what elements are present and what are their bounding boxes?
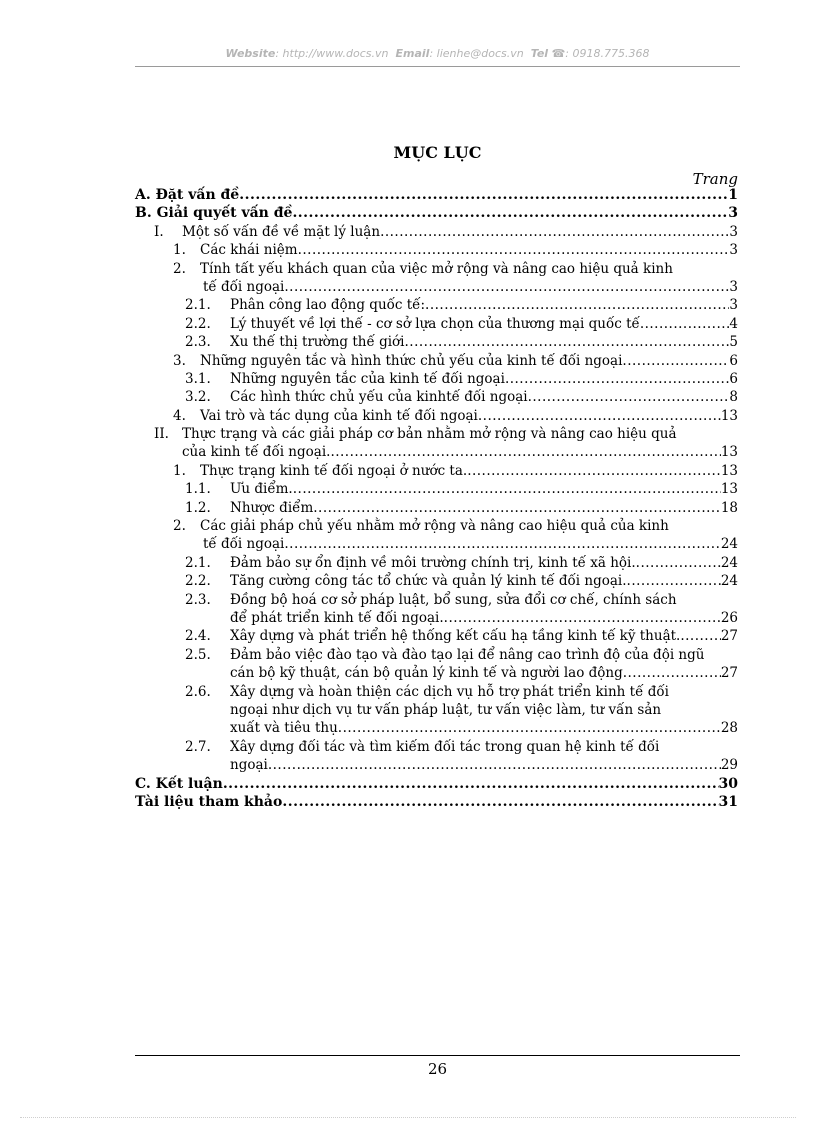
toc-entry[interactable]: Tài liệu tham khảo ..... 31 <box>135 793 738 811</box>
page-number: 26 <box>427 1060 448 1078</box>
toc-entry-continuation[interactable]: ngoại ..... 29 <box>135 756 738 774</box>
toc-entry-continuation[interactable]: của kinh tế đối ngoại. ..... 13 <box>135 443 738 461</box>
toc-entry[interactable]: 3.1. Những nguyên tắc của kinh tế đối ngoại ..... 6 <box>135 370 738 388</box>
toc-entry[interactable]: 2.2. Tăng cường công tác tổ chức và quản lý kinh tế đối ngoại. ..... 24 <box>135 572 738 590</box>
page-title: MỤC LỤC <box>393 143 482 162</box>
toc-entry[interactable]: 2.5. Đảm bảo việc đào tạo và đào tạo lại để nâng cao trình độ của đội ngũ <box>185 646 705 663</box>
website-value: : http://www.docs.vn <box>275 47 389 60</box>
toc-entry-continuation[interactable]: tế đối ngoại ..... 24 <box>135 535 738 553</box>
toc-entry[interactable]: 2.3. Xu thế thị trường thế giới ..... 5 <box>135 333 738 351</box>
toc-entry[interactable]: 3.2. Các hình thức chủ yếu của kinhtế đối ngoại ..... 8 <box>135 388 738 406</box>
toc-entry[interactable]: 2.2. Lý thuyết về lợi thế - cơ sở lựa chọn của thương mại quốc tế ..... 4 <box>135 315 738 333</box>
website-label: Website <box>225 47 276 60</box>
toc-entry-continuation[interactable]: tế đối ngoại ..... 3 <box>135 278 738 296</box>
toc-entry[interactable]: 2.7. Xây dựng đối tác và tìm kiếm đối tác trong quan hệ kinh tế đối <box>185 738 660 755</box>
email-label: Email <box>395 47 430 60</box>
header-divider <box>135 66 740 67</box>
toc-entry[interactable]: 2.1. Đảm bảo sự ổn định về môi trường chính trị, kinh tế xã hội. ..... 24 <box>135 554 738 572</box>
toc-entry[interactable]: C. Kết luận ..... 30 <box>135 775 738 793</box>
footer-divider <box>135 1055 740 1056</box>
email-value: : lienhe@docs.vn <box>429 47 524 60</box>
toc-entry[interactable]: B. Giải quyết vấn đề ..... 3 <box>135 204 738 222</box>
toc-entry[interactable]: II. Thực trạng và các giải pháp cơ bản nhằm mở rộng và nâng cao hiệu quả <box>154 426 677 443</box>
toc-entry-continuation[interactable]: ngoại như dịch vụ tư vấn pháp luật, tư vấn việc làm, tư vấn sản <box>230 701 662 718</box>
toc-entry[interactable]: 4. Vai trò và tác dụng của kinh tế đối ngoại ..... 13 <box>135 407 738 425</box>
toc-entry[interactable]: 2. Tính tất yếu khách quan của việc mở rộng và nâng cao hiệu quả kinh <box>173 260 673 277</box>
toc-entry[interactable]: 2.6. Xây dựng và hoàn thiện các dịch vụ hỗ trợ phát triển kinh tế đối <box>185 683 669 700</box>
page-bottom-border <box>20 1117 796 1118</box>
toc-entry[interactable]: A. Đặt vấn đề ..... 1 <box>135 186 738 204</box>
toc-entry[interactable]: 1. Thực trạng kinh tế đối ngoại ở nước ta. ..... 13 <box>135 462 738 480</box>
phone-icon: ☎ <box>551 47 566 60</box>
tel-value: : 0918.775.368 <box>565 47 650 60</box>
page-column-label: Trang <box>692 170 738 188</box>
page-header <box>135 47 740 60</box>
toc-entry-continuation[interactable]: cán bộ kỹ thuật, cán bộ quản lý kinh tế và người lao động ..... 27 <box>135 664 738 682</box>
toc-entry[interactable]: 2.3. Đồng bộ hoá cơ sở pháp luật, bổ sung, sửa đổi cơ chế, chính sách <box>185 591 677 608</box>
toc-entry[interactable]: 1. Các khái niệm ..... 3 <box>135 241 738 259</box>
toc-entry[interactable]: 2. Các giải pháp chủ yếu nhằm mở rộng và nâng cao hiệu quả của kinh <box>173 518 669 535</box>
tel-label: Tel <box>530 47 549 60</box>
toc-entry[interactable]: 3. Những nguyên tắc và hình thức chủ yếu của kinh tế đối ngoại ..... 6 <box>135 352 738 370</box>
toc-entry[interactable]: 1.2. Nhược điểm ..... 18 <box>135 499 738 517</box>
toc-entry-continuation[interactable]: xuất và tiêu thụ ..... 28 <box>135 719 738 737</box>
toc-entry-continuation[interactable]: để phát triển kinh tế đối ngoại. ..... 26 <box>135 609 738 627</box>
toc-entry[interactable]: 2.4. Xây dựng và phát triển hệ thống kết cấu hạ tầng kinh tế kỹ thuật. ..... 27 <box>135 627 738 645</box>
toc-entry[interactable]: I. Một số vấn đề về mặt lý luận ..... 3 <box>135 223 738 241</box>
toc-entry[interactable]: 1.1. Ưu điểm. ..... 13 <box>135 480 738 498</box>
toc-entry[interactable]: 2.1. Phân công lao động quốc tế: ..... 3 <box>135 296 738 314</box>
table-of-contents <box>135 186 738 811</box>
